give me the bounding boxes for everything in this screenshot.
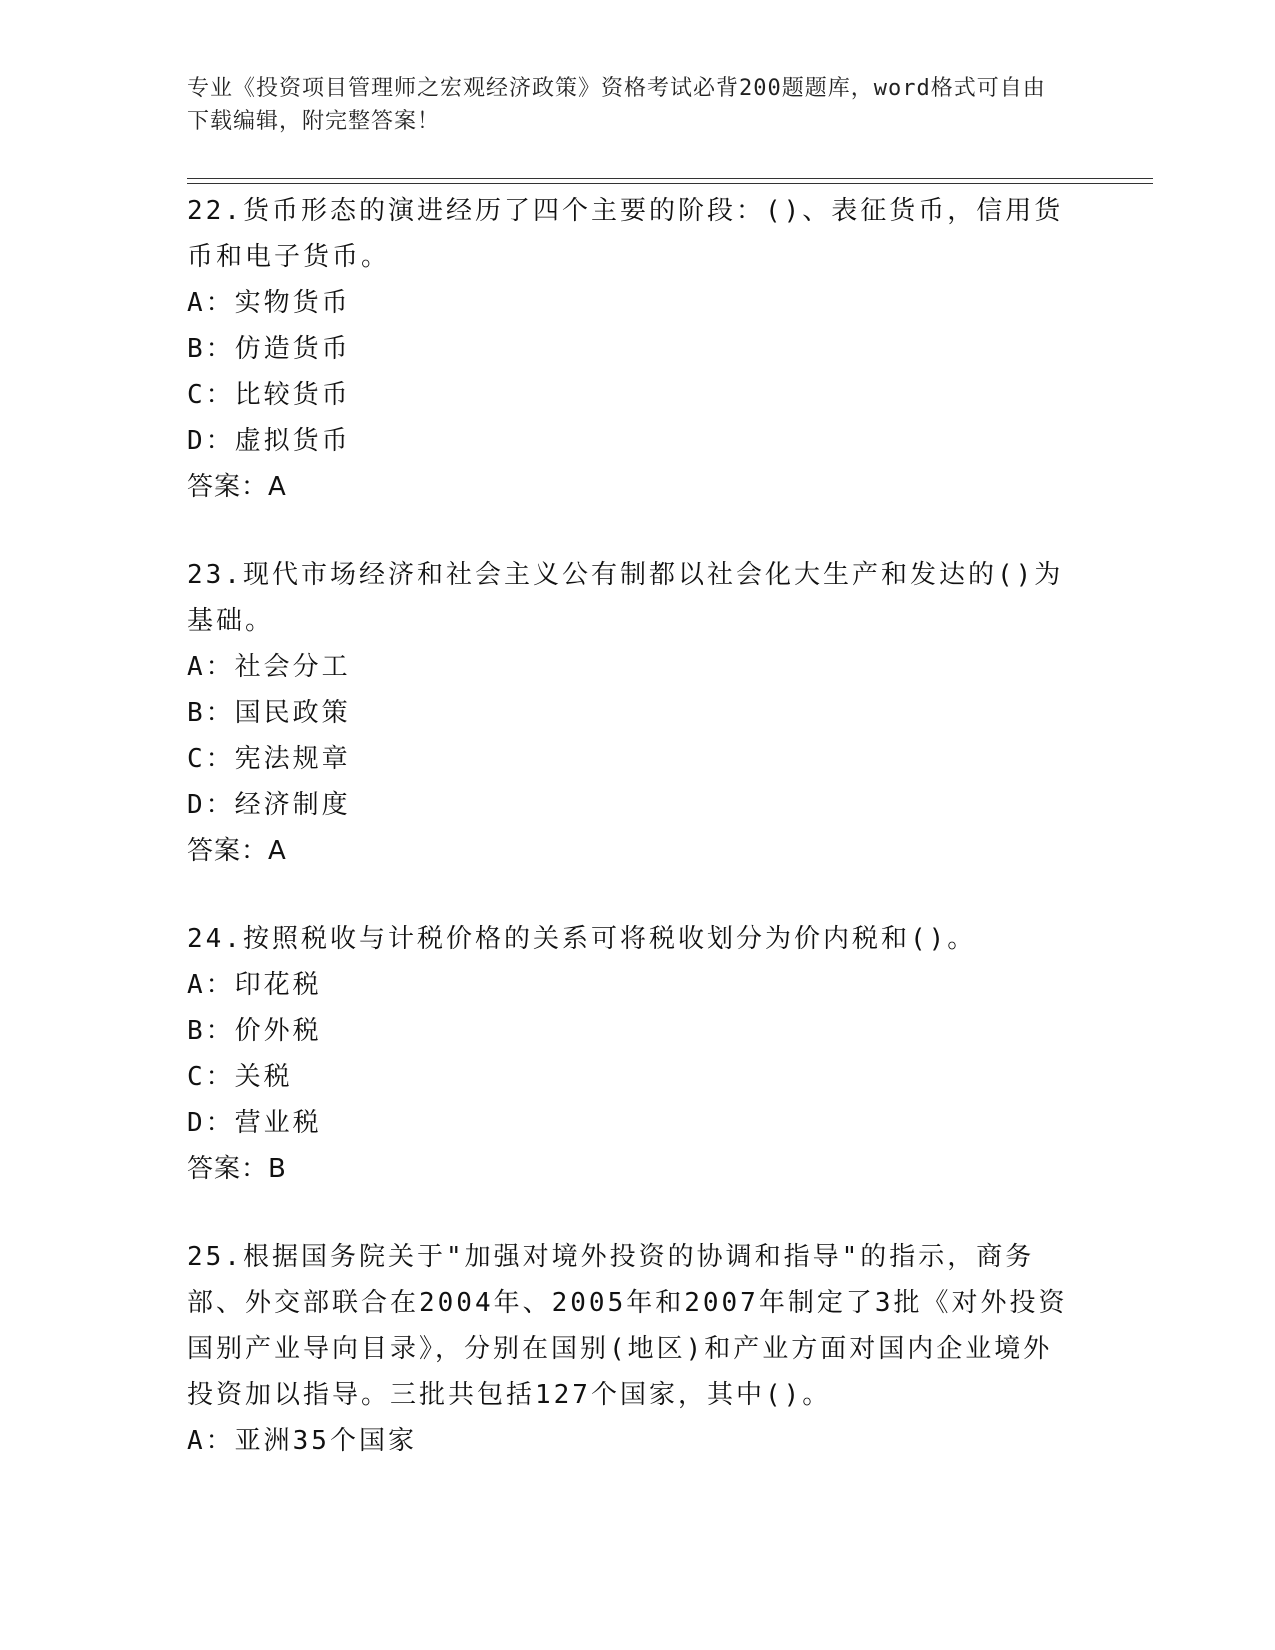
question-22 <box>187 188 1072 510</box>
question-25 <box>187 1234 1072 1464</box>
answer: 答案：A <box>187 836 287 866</box>
option-b: B：仿造货币 <box>187 334 351 364</box>
option-d: D：虚拟货币 <box>187 426 351 456</box>
question-24 <box>187 916 1072 1192</box>
option-c: C：关税 <box>187 1062 293 1092</box>
question-stem: 25.根据国务院关于"加强对境外投资的协调和指导"的指示，商务部、外交部联合在2004年、2005年和2007年制定了3批《对外投资国别产业导向目录》，分别在国别(地区)和产业方面对国内企业境外投资加以指导。三批共包括127个国家，其中()。 <box>187 1242 1068 1410</box>
header-rule-bottom <box>187 183 1153 184</box>
option-b: B：国民政策 <box>187 698 351 728</box>
question-stem: 22.货币形态的演进经历了四个主要的阶段：()、表征货币，信用货币和电子货币。 <box>187 196 1064 272</box>
option-a: A：实物货币 <box>187 288 351 318</box>
option-c: C：宪法规章 <box>187 744 351 774</box>
question-stem: 23.现代市场经济和社会主义公有制都以社会化大生产和发达的()为基础。 <box>187 560 1064 636</box>
document-header: 专业《投资项目管理师之宏观经济政策》资格考试必背200题题库，word格式可自由下载编辑，附完整答案！ <box>187 76 1046 134</box>
question-list <box>187 188 1072 1506</box>
option-c: C：比较货币 <box>187 380 351 410</box>
option-b: B：价外税 <box>187 1016 322 1046</box>
header-rule-top <box>187 178 1153 179</box>
option-a: A：印花税 <box>187 970 322 1000</box>
option-a: A：亚洲35个国家 <box>187 1426 417 1456</box>
option-d: D：营业税 <box>187 1108 322 1138</box>
option-d: D：经济制度 <box>187 790 351 820</box>
option-a: A：社会分工 <box>187 652 351 682</box>
answer: 答案：A <box>187 472 287 502</box>
answer: 答案：B <box>187 1154 287 1184</box>
question-stem: 24.按照税收与计税价格的关系可将税收划分为价内税和()。 <box>187 924 977 954</box>
question-23 <box>187 552 1072 874</box>
